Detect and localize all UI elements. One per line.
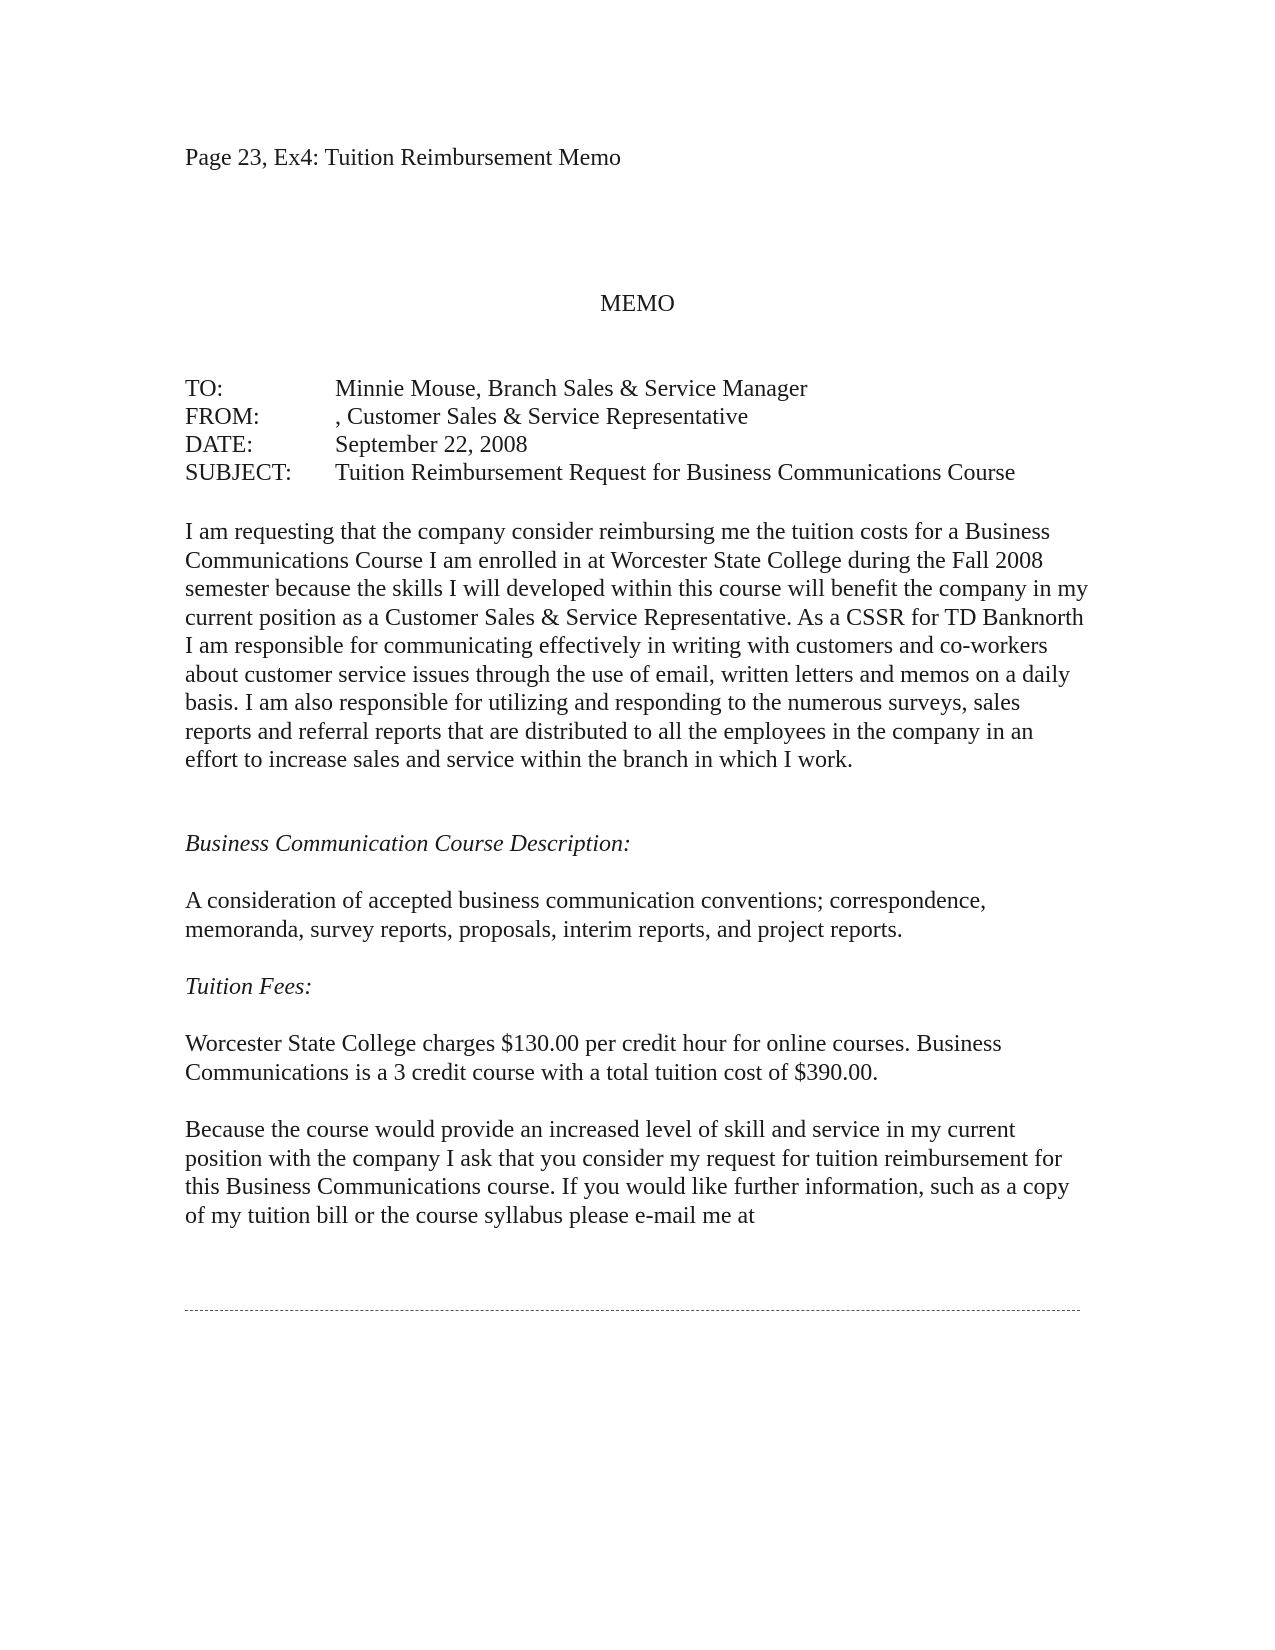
header-row-from	[185, 403, 1085, 431]
date-label: DATE:	[185, 432, 253, 458]
to-label: TO:	[185, 376, 224, 402]
subject-value: Tuition Reimbursement Request for Business Communications Course	[335, 460, 1016, 486]
tuition-fees-heading: Tuition Fees:	[185, 974, 313, 1000]
course-description-heading: Business Communication Course Description:	[185, 831, 631, 857]
dashed-separator	[185, 1310, 1080, 1311]
header-row-subject	[185, 459, 1085, 487]
closing-paragraph: Because the course would provide an increased level of skill and service in my current position with the company I ask that you consider my request for tuition reimbursement for this Business Communications course. If you would like further information, such as a copy of my tuition bill or the course syllabus please e-mail me at	[185, 1117, 1070, 1229]
date-value: September 22, 2008	[335, 432, 528, 458]
header-row-to	[185, 375, 1085, 403]
from-label: FROM:	[185, 404, 260, 430]
subject-label: SUBJECT:	[185, 460, 292, 486]
course-description-paragraph: A consideration of accepted business communication conventions; correspondence, memoranda, survey reports, proposals, interim reports, and project reports.	[185, 888, 987, 943]
to-value: Minnie Mouse, Branch Sales & Service Manager	[335, 376, 808, 402]
memo-title: MEMO	[600, 291, 675, 317]
header-row-date	[185, 431, 1085, 459]
from-value: , Customer Sales & Service Representative	[335, 404, 749, 430]
tuition-fees-paragraph: Worcester State College charges $130.00 per credit hour for online courses. Business Communications is a 3 credit course with a total tuition cost of $390.00.	[185, 1031, 1002, 1086]
memo-header	[185, 375, 1085, 487]
document-label: Page 23, Ex4: Tuition Reimbursement Memo	[185, 145, 621, 171]
intro-paragraph: I am requesting that the company consider reimbursing me the tuition costs for a Business Communications Course I am enrolled in at Worcester State College during the Fall 2008 semester because the skills I will developed within this course will benefit the company in my current position as a Customer Sales & Service Representative. As a CSSR for TD Banknorth I am responsible for communicating effectively in writing with customers and co-workers about customer service issues through the use of email, written letters and memos on a daily basis. I am also responsible for utilizing and responding to the numerous surveys, sales reports and referral reports that are distributed to all the employees in the company in an effort to increase sales and service within the branch in which I work.	[185, 519, 1089, 773]
